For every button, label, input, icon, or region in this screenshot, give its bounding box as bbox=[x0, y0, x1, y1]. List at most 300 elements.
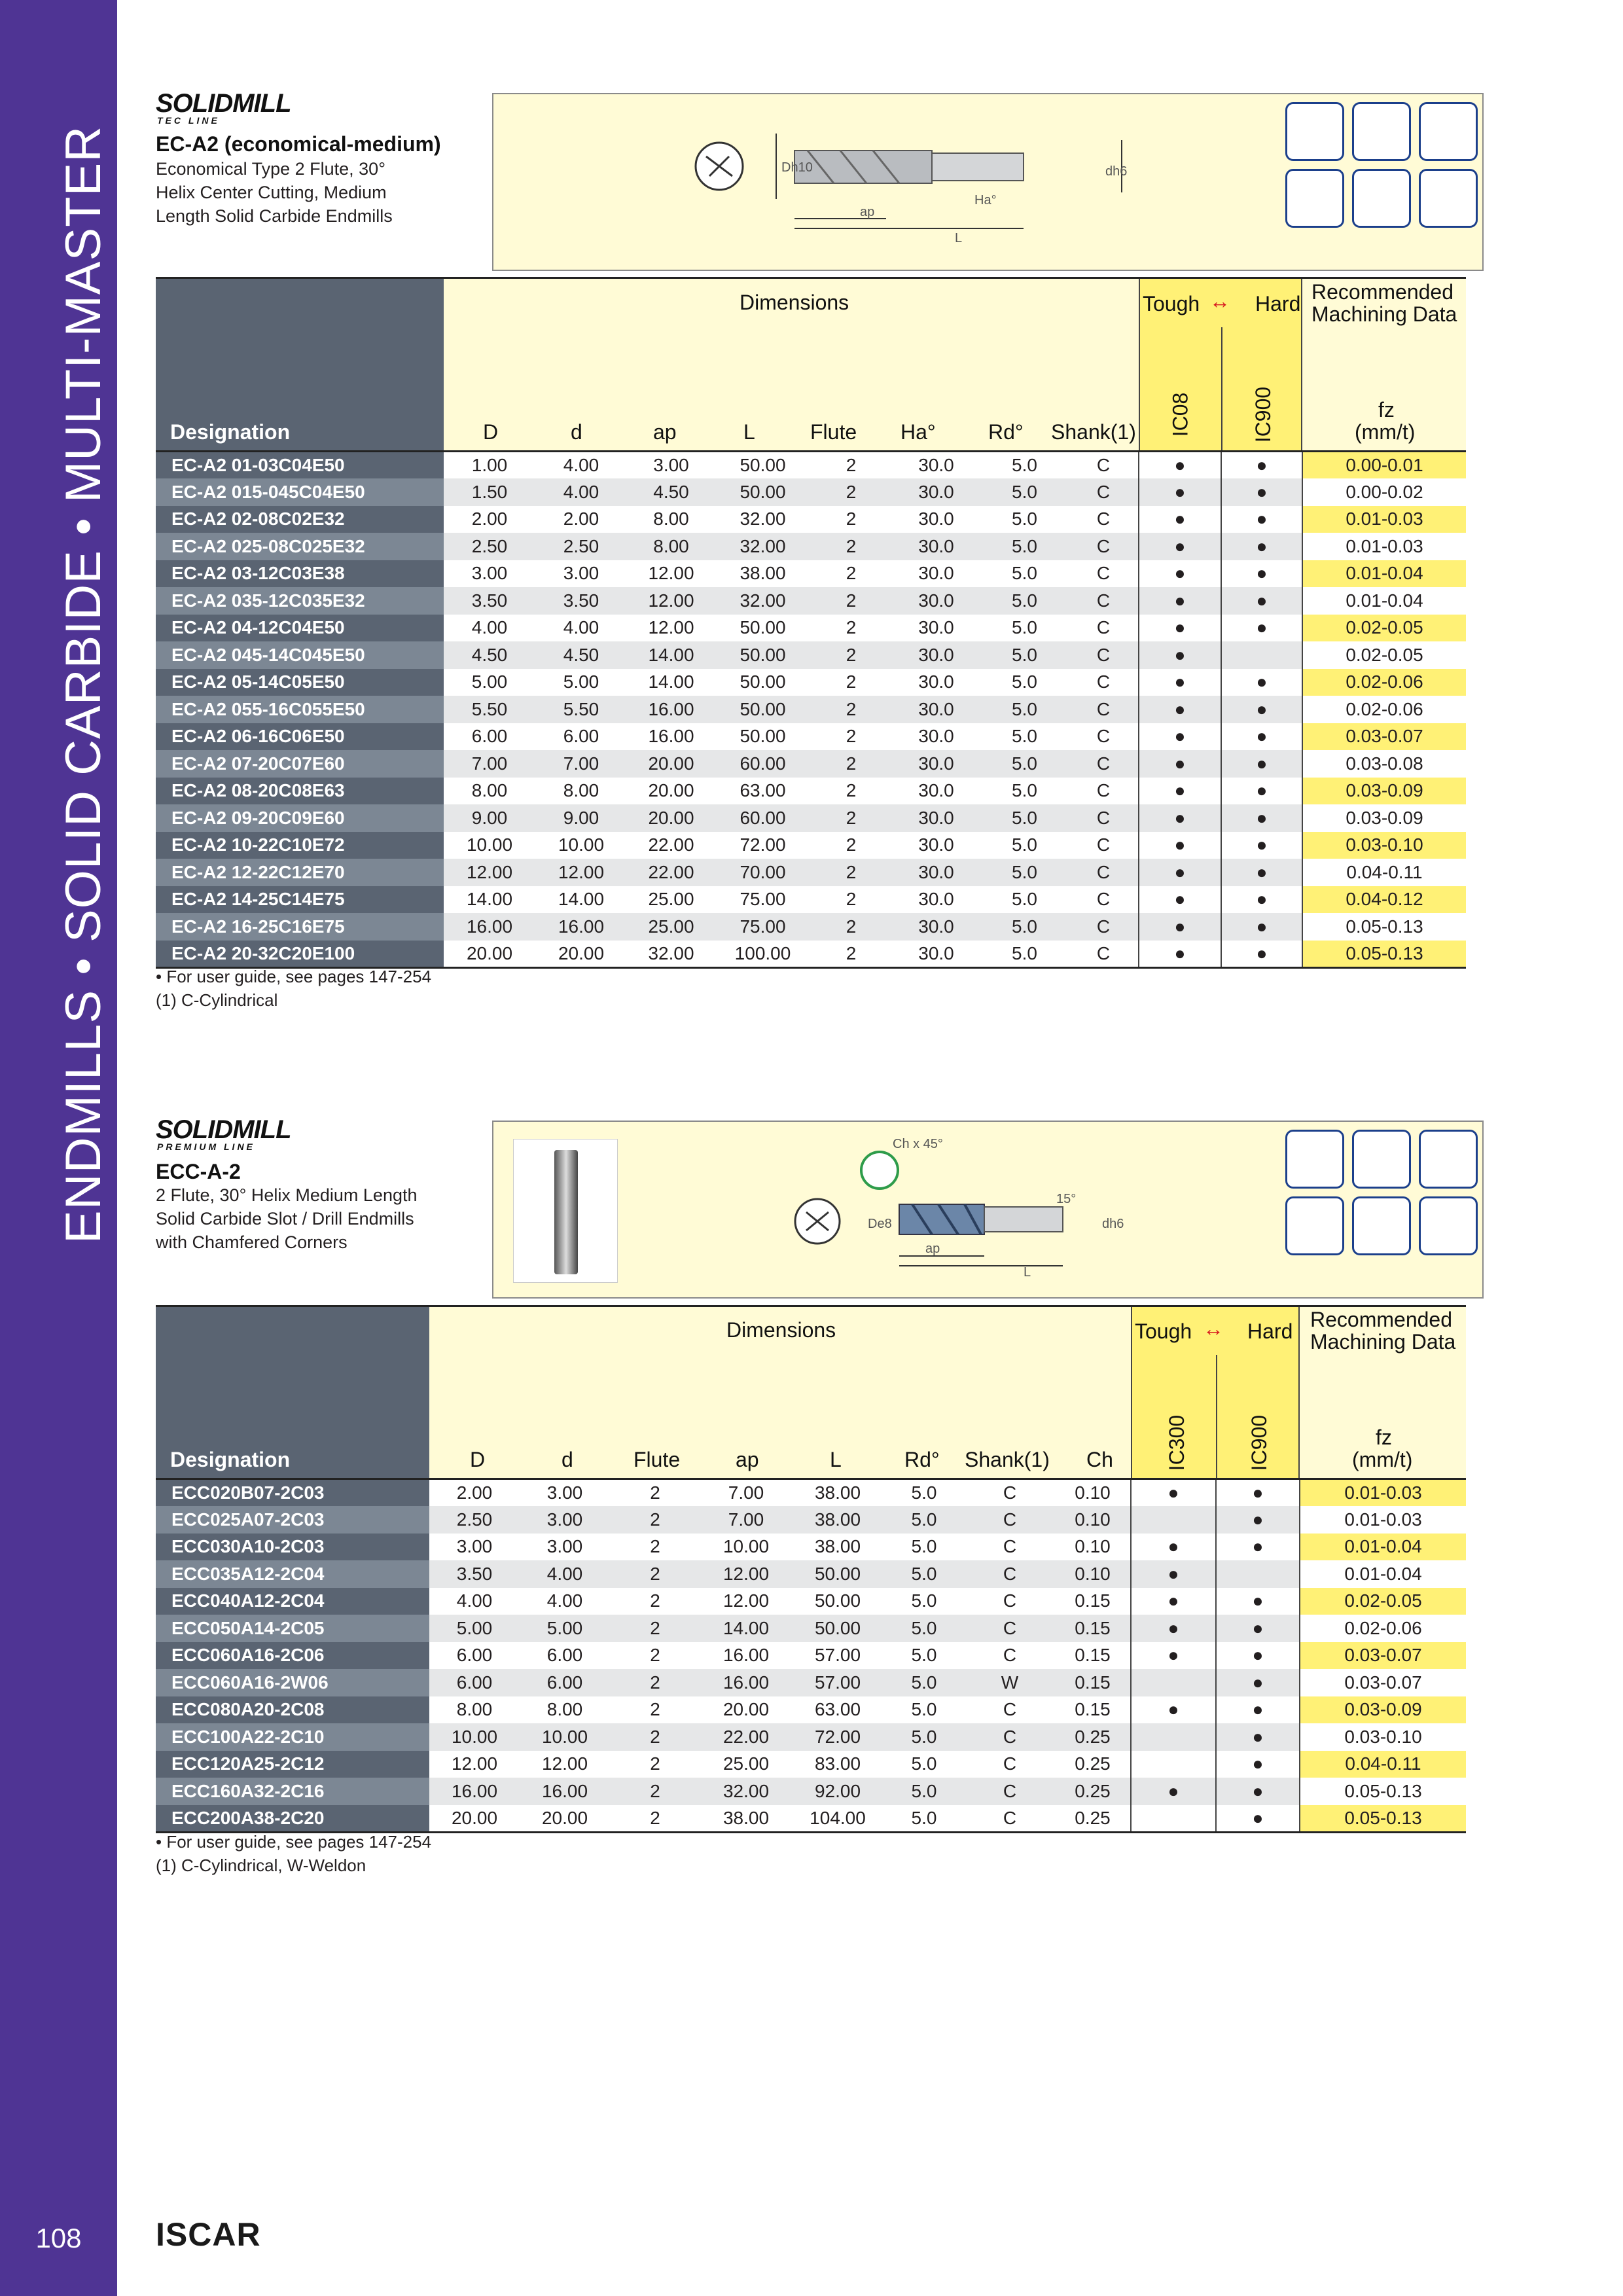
cell-ap: 22.00 bbox=[627, 832, 715, 859]
footnotes-1: • For user guide, see pages 147-254 (1) C-Cylindrical bbox=[156, 967, 432, 1010]
recommended-label: Recommended bbox=[1310, 1308, 1452, 1331]
slotting-icon bbox=[1352, 1130, 1411, 1189]
cell-L: 50.00 bbox=[715, 452, 810, 479]
cell-D: 10.00 bbox=[429, 1723, 520, 1751]
cell-h: 30.0 bbox=[892, 587, 980, 615]
cell-des: ECC160A32-2C16 bbox=[156, 1778, 429, 1805]
cell-L: 50.00 bbox=[792, 1560, 883, 1588]
cell-D: 4.00 bbox=[444, 615, 535, 642]
cell-D: 14.00 bbox=[444, 886, 535, 914]
cell-shank: C bbox=[1069, 452, 1139, 479]
table-row bbox=[156, 1751, 1466, 1778]
cell-rd: 5.0 bbox=[980, 723, 1069, 751]
col-header-l: L bbox=[743, 420, 755, 444]
drilling-icon bbox=[1352, 169, 1411, 228]
cell-flute: 2 bbox=[810, 452, 892, 479]
cell-ap: 14.00 bbox=[700, 1615, 792, 1642]
cell-g2: ● bbox=[1221, 615, 1302, 642]
cell-ap: 10.00 bbox=[700, 1534, 792, 1561]
cell-L: 38.00 bbox=[792, 1479, 883, 1507]
cell-g2: ● bbox=[1221, 913, 1302, 941]
col-header-ap: ap bbox=[653, 420, 677, 444]
cell-ch: 0.25 bbox=[1055, 1751, 1131, 1778]
cell-g1: ● bbox=[1131, 1479, 1216, 1507]
cell-D: 3.00 bbox=[444, 560, 535, 588]
cell-fz: 0.01-0.03 bbox=[1300, 1479, 1466, 1507]
table-row bbox=[156, 1588, 1466, 1615]
machining-data-label: Machining Data bbox=[1311, 302, 1457, 326]
cell-L: 104.00 bbox=[792, 1805, 883, 1833]
cell-d: 20.00 bbox=[535, 941, 627, 968]
tough-label: Tough bbox=[1135, 1319, 1192, 1343]
cell-D: 7.00 bbox=[444, 750, 535, 778]
dimensions-header: Dimensions bbox=[726, 1318, 836, 1342]
cell-rd: 5.0 bbox=[980, 804, 1069, 832]
cell-ap: 20.00 bbox=[627, 778, 715, 805]
cell-L: 32.00 bbox=[715, 533, 810, 560]
cell-d: 6.00 bbox=[520, 1642, 610, 1670]
cell-shank: C bbox=[1069, 859, 1139, 886]
cell-rd: 5.0 bbox=[883, 1669, 965, 1696]
grade-ic300: IC300 bbox=[1165, 1414, 1189, 1471]
label-dh10: Dh10 bbox=[781, 160, 813, 175]
cell-des: ECC040A12-2C04 bbox=[156, 1588, 429, 1615]
col-header-d-large: D bbox=[483, 420, 499, 444]
cell-rd: 5.0 bbox=[980, 778, 1069, 805]
label-de8: De8 bbox=[868, 1217, 892, 1231]
cell-ap: 25.00 bbox=[627, 886, 715, 914]
cell-shank: C bbox=[965, 1506, 1055, 1534]
cell-ap: 7.00 bbox=[700, 1479, 792, 1507]
cell-rd: 5.0 bbox=[980, 750, 1069, 778]
cell-D: 1.00 bbox=[444, 452, 535, 479]
table-row bbox=[156, 641, 1466, 669]
cell-flute: 2 bbox=[810, 886, 892, 914]
col-header-rd: Rd° bbox=[904, 1448, 940, 1471]
slotting-icon bbox=[1352, 102, 1411, 161]
label-dh6: dh6 bbox=[1102, 1217, 1124, 1231]
cell-shank: C bbox=[1069, 560, 1139, 588]
cell-D: 3.50 bbox=[429, 1560, 520, 1588]
cell-rd: 5.0 bbox=[883, 1615, 965, 1642]
cell-ap: 16.00 bbox=[627, 696, 715, 723]
cell-L: 50.00 bbox=[792, 1588, 883, 1615]
cell-g2: ● bbox=[1216, 1805, 1300, 1833]
cell-des: EC-A2 035-12C035E32 bbox=[156, 587, 444, 615]
cell-des: EC-A2 055-16C055E50 bbox=[156, 696, 444, 723]
machining-icons bbox=[1285, 102, 1478, 228]
cell-ap: 12.00 bbox=[700, 1588, 792, 1615]
cell-des: ECC060A16-2W06 bbox=[156, 1669, 429, 1696]
label-helix-angle: 15° bbox=[1056, 1192, 1077, 1206]
cell-g1: ● bbox=[1139, 696, 1221, 723]
cell-ap: 16.00 bbox=[700, 1669, 792, 1696]
cell-fz: 0.03-0.10 bbox=[1300, 1723, 1466, 1751]
col-header-shank: Shank(1) bbox=[965, 1448, 1050, 1471]
cell-D: 20.00 bbox=[429, 1805, 520, 1833]
cell-d: 12.00 bbox=[520, 1751, 610, 1778]
cell-L: 38.00 bbox=[792, 1534, 883, 1561]
table-row bbox=[156, 1778, 1466, 1805]
cell-rd: 5.0 bbox=[980, 587, 1069, 615]
table-row bbox=[156, 778, 1466, 805]
cell-g1 bbox=[1131, 1805, 1216, 1833]
cell-ap: 4.50 bbox=[627, 478, 715, 506]
page-number: 108 bbox=[0, 2181, 117, 2296]
cell-flute: 2 bbox=[810, 723, 892, 751]
cell-shank: C bbox=[1069, 941, 1139, 968]
cell-L: 72.00 bbox=[715, 832, 810, 859]
cell-des: EC-A2 12-22C12E70 bbox=[156, 859, 444, 886]
cell-g2: ● bbox=[1216, 1479, 1300, 1507]
ecc-a-2-table bbox=[156, 1478, 1466, 1833]
cell-shank: C bbox=[965, 1588, 1055, 1615]
col-header-d-small: d bbox=[562, 1448, 573, 1471]
cell-L: 32.00 bbox=[715, 587, 810, 615]
cell-flute: 2 bbox=[810, 506, 892, 533]
cell-fz: 0.03-0.09 bbox=[1300, 1696, 1466, 1724]
cell-d: 14.00 bbox=[535, 886, 627, 914]
cell-d: 10.00 bbox=[520, 1723, 610, 1751]
table-row bbox=[156, 1479, 1466, 1507]
cell-g1 bbox=[1131, 1723, 1216, 1751]
cell-rd: 5.0 bbox=[883, 1751, 965, 1778]
cell-L: 75.00 bbox=[715, 913, 810, 941]
cell-L: 100.00 bbox=[715, 941, 810, 968]
cell-D: 9.00 bbox=[444, 804, 535, 832]
cell-h: 30.0 bbox=[892, 478, 980, 506]
cell-ch: 0.10 bbox=[1055, 1560, 1131, 1588]
cell-fz: 0.01-0.04 bbox=[1302, 587, 1466, 615]
cell-ch: 0.10 bbox=[1055, 1534, 1131, 1561]
cell-des: EC-A2 16-25C16E75 bbox=[156, 913, 444, 941]
cell-D: 12.00 bbox=[429, 1751, 520, 1778]
cell-d: 6.00 bbox=[520, 1669, 610, 1696]
cell-fz: 0.02-0.06 bbox=[1302, 696, 1466, 723]
cell-g2: ● bbox=[1221, 587, 1302, 615]
table-row bbox=[156, 1560, 1466, 1588]
tool-drawing-panel bbox=[492, 1121, 1484, 1299]
cell-rd: 5.0 bbox=[980, 452, 1069, 479]
cell-h: 30.0 bbox=[892, 506, 980, 533]
cell-shank: C bbox=[965, 1615, 1055, 1642]
cell-ap: 12.00 bbox=[627, 587, 715, 615]
cell-d: 5.00 bbox=[535, 669, 627, 696]
logo-line-label: PREMIUM LINE bbox=[157, 1141, 255, 1152]
cell-rd: 5.0 bbox=[883, 1778, 965, 1805]
cell-d: 4.00 bbox=[535, 452, 627, 479]
label-dh6: dh6 bbox=[1105, 164, 1128, 179]
cell-shank: C bbox=[1069, 913, 1139, 941]
cell-ch: 0.10 bbox=[1055, 1479, 1131, 1507]
cell-ap: 32.00 bbox=[627, 941, 715, 968]
cell-flute: 2 bbox=[810, 587, 892, 615]
cell-ap: 20.00 bbox=[627, 804, 715, 832]
cell-h: 30.0 bbox=[892, 615, 980, 642]
cell-fz: 0.03-0.09 bbox=[1302, 778, 1466, 805]
cell-flute: 2 bbox=[610, 1669, 700, 1696]
cell-rd: 5.0 bbox=[980, 615, 1069, 642]
cell-ch: 0.15 bbox=[1055, 1696, 1131, 1724]
cell-flute: 2 bbox=[810, 478, 892, 506]
col-header-d-small: d bbox=[571, 420, 582, 444]
cell-g2: ● bbox=[1221, 533, 1302, 560]
drilling-icon bbox=[1352, 1196, 1411, 1255]
cell-shank: C bbox=[1069, 533, 1139, 560]
cell-rd: 5.0 bbox=[980, 533, 1069, 560]
cell-ch: 0.15 bbox=[1055, 1642, 1131, 1670]
cell-des: ECC030A10-2C03 bbox=[156, 1534, 429, 1561]
cell-ch: 0.15 bbox=[1055, 1669, 1131, 1696]
col-header-flute: Flute bbox=[633, 1448, 681, 1471]
cell-D: 6.00 bbox=[444, 723, 535, 751]
shoulder-milling-icon bbox=[1285, 102, 1344, 161]
cell-fz: 0.01-0.04 bbox=[1300, 1534, 1466, 1561]
side-band bbox=[0, 0, 117, 2181]
cell-ap: 3.00 bbox=[627, 452, 715, 479]
cell-d: 4.00 bbox=[535, 615, 627, 642]
cell-L: 75.00 bbox=[715, 886, 810, 914]
cell-d: 8.00 bbox=[520, 1696, 610, 1724]
cell-flute: 2 bbox=[610, 1751, 700, 1778]
ec-a2-table bbox=[156, 450, 1466, 969]
cell-shank: C bbox=[965, 1479, 1055, 1507]
cell-h: 30.0 bbox=[892, 669, 980, 696]
cell-d: 16.00 bbox=[535, 913, 627, 941]
cell-g1: ● bbox=[1139, 615, 1221, 642]
cell-flute: 2 bbox=[610, 1506, 700, 1534]
cell-fz: 0.04-0.11 bbox=[1302, 859, 1466, 886]
cell-rd: 5.0 bbox=[980, 941, 1069, 968]
table-row bbox=[156, 669, 1466, 696]
product-title: EC-A2 (economical-medium) bbox=[156, 132, 441, 156]
cell-h: 30.0 bbox=[892, 804, 980, 832]
cell-ch: 0.10 bbox=[1055, 1506, 1131, 1534]
machining-icons bbox=[1285, 1130, 1478, 1255]
shoulder-milling-icon bbox=[1285, 1130, 1344, 1189]
cell-D: 3.00 bbox=[429, 1534, 520, 1561]
cell-d: 16.00 bbox=[520, 1778, 610, 1805]
cell-ch: 0.25 bbox=[1055, 1778, 1131, 1805]
cell-rd: 5.0 bbox=[883, 1534, 965, 1561]
cell-g2: ● bbox=[1221, 859, 1302, 886]
cell-h: 30.0 bbox=[892, 859, 980, 886]
cell-shank: C bbox=[1069, 750, 1139, 778]
helical-interpolation-icon bbox=[1285, 1196, 1344, 1255]
label-ap: ap bbox=[925, 1242, 940, 1256]
cell-d: 3.50 bbox=[535, 587, 627, 615]
cell-D: 2.50 bbox=[429, 1506, 520, 1534]
cell-fz: 0.01-0.03 bbox=[1300, 1506, 1466, 1534]
cell-ap: 16.00 bbox=[700, 1642, 792, 1670]
cell-flute: 2 bbox=[610, 1642, 700, 1670]
footnotes-2: • For user guide, see pages 147-254 (1) C-Cylindrical, W-Weldon bbox=[156, 1832, 432, 1875]
cell-ap: 20.00 bbox=[700, 1696, 792, 1724]
cell-rd: 5.0 bbox=[980, 669, 1069, 696]
col-header-helix: Ha° bbox=[901, 420, 936, 444]
cell-des: EC-A2 02-08C02E32 bbox=[156, 506, 444, 533]
cell-flute: 2 bbox=[610, 1696, 700, 1724]
cell-D: 1.50 bbox=[444, 478, 535, 506]
product-title: ECC-A-2 bbox=[156, 1160, 241, 1183]
cell-fz: 0.02-0.06 bbox=[1300, 1615, 1466, 1642]
product-description: Economical Type 2 Flute, 30° Helix Center Cutting, Medium Length Solid Carbide Endmills bbox=[156, 159, 393, 226]
cell-g2: ● bbox=[1221, 941, 1302, 968]
cell-g1: ● bbox=[1131, 1615, 1216, 1642]
cell-g1: ● bbox=[1139, 859, 1221, 886]
label-l: L bbox=[955, 231, 963, 245]
cell-L: 60.00 bbox=[715, 804, 810, 832]
fz-unit: (mm/t) bbox=[1352, 1448, 1413, 1471]
cell-fz: 0.03-0.07 bbox=[1300, 1669, 1466, 1696]
cell-shank: C bbox=[1069, 696, 1139, 723]
solidmill-logo: SOLIDMILL bbox=[156, 89, 291, 118]
col-header-flute: Flute bbox=[810, 420, 857, 444]
cell-shank: C bbox=[1069, 615, 1139, 642]
cell-d: 5.00 bbox=[520, 1615, 610, 1642]
cell-fz: 0.01-0.03 bbox=[1302, 533, 1466, 560]
cell-g1: ● bbox=[1139, 641, 1221, 669]
cell-d: 9.00 bbox=[535, 804, 627, 832]
cell-d: 3.00 bbox=[520, 1506, 610, 1534]
cell-des: ECC200A38-2C20 bbox=[156, 1805, 429, 1833]
cell-D: 5.00 bbox=[444, 669, 535, 696]
cell-des: EC-A2 03-12C03E38 bbox=[156, 560, 444, 588]
cell-g2: ● bbox=[1216, 1778, 1300, 1805]
cell-ap: 25.00 bbox=[627, 913, 715, 941]
cell-d: 3.00 bbox=[520, 1479, 610, 1507]
cell-fz: 0.01-0.04 bbox=[1302, 560, 1466, 588]
cell-shank: C bbox=[965, 1534, 1055, 1561]
pocketing-icon bbox=[1419, 169, 1478, 228]
cell-g1: ● bbox=[1131, 1696, 1216, 1724]
cell-g1: ● bbox=[1139, 886, 1221, 914]
cell-d: 10.00 bbox=[535, 832, 627, 859]
cell-des: ECC035A12-2C04 bbox=[156, 1560, 429, 1588]
cell-rd: 5.0 bbox=[980, 913, 1069, 941]
cell-rd: 5.0 bbox=[883, 1642, 965, 1670]
table-row bbox=[156, 913, 1466, 941]
cell-ap: 7.00 bbox=[700, 1506, 792, 1534]
cell-fz: 0.04-0.11 bbox=[1300, 1751, 1466, 1778]
cell-ch: 0.15 bbox=[1055, 1588, 1131, 1615]
table-row bbox=[156, 506, 1466, 533]
cell-ap: 22.00 bbox=[627, 859, 715, 886]
cell-des: EC-A2 07-20C07E60 bbox=[156, 750, 444, 778]
cell-g2: ● bbox=[1216, 1723, 1300, 1751]
pocketing-icon bbox=[1419, 1196, 1478, 1255]
cell-rd: 5.0 bbox=[883, 1696, 965, 1724]
product-description: 2 Flute, 30° Helix Medium Length Solid Carbide Slot / Drill Endmills with Chamfered Corners bbox=[156, 1185, 418, 1252]
cell-h: 30.0 bbox=[892, 913, 980, 941]
cell-des: EC-A2 04-12C04E50 bbox=[156, 615, 444, 642]
cell-flute: 2 bbox=[610, 1534, 700, 1561]
table-row bbox=[156, 832, 1466, 859]
cell-flute: 2 bbox=[610, 1588, 700, 1615]
cell-d: 2.00 bbox=[535, 506, 627, 533]
cell-g1: ● bbox=[1139, 941, 1221, 968]
cell-L: 50.00 bbox=[715, 641, 810, 669]
cell-L: 38.00 bbox=[715, 560, 810, 588]
cell-shank: C bbox=[1069, 669, 1139, 696]
cell-g2: ● bbox=[1221, 478, 1302, 506]
logo-line-label: TEC LINE bbox=[157, 115, 220, 126]
cell-shank: C bbox=[1069, 641, 1139, 669]
cell-flute: 2 bbox=[610, 1479, 700, 1507]
cell-rd: 5.0 bbox=[980, 560, 1069, 588]
helical-interpolation-icon bbox=[1285, 169, 1344, 228]
cell-des: ECC080A20-2C08 bbox=[156, 1696, 429, 1724]
grade-ic08: IC08 bbox=[1168, 392, 1192, 437]
brand-logo: ISCAR bbox=[156, 2216, 261, 2253]
cell-g1 bbox=[1131, 1506, 1216, 1534]
cell-g2: ● bbox=[1216, 1696, 1300, 1724]
grade-ic900: IC900 bbox=[1247, 1414, 1272, 1471]
cell-rd: 5.0 bbox=[883, 1506, 965, 1534]
cell-d: 7.00 bbox=[535, 750, 627, 778]
grade-ic900: IC900 bbox=[1251, 386, 1275, 443]
cell-g1: ● bbox=[1131, 1534, 1216, 1561]
cell-d: 12.00 bbox=[535, 859, 627, 886]
cell-flute: 2 bbox=[810, 913, 892, 941]
cell-rd: 5.0 bbox=[980, 832, 1069, 859]
cell-fz: 0.05-0.13 bbox=[1300, 1778, 1466, 1805]
table-row bbox=[156, 886, 1466, 914]
tough-hard-arrow-icon: ↔ bbox=[1203, 1317, 1224, 1340]
cell-des: EC-A2 08-20C08E63 bbox=[156, 778, 444, 805]
cell-d: 4.00 bbox=[520, 1588, 610, 1615]
cell-D: 6.00 bbox=[429, 1642, 520, 1670]
cell-D: 5.50 bbox=[444, 696, 535, 723]
col-header-shank: Shank(1) bbox=[1051, 420, 1136, 444]
cell-flute: 2 bbox=[610, 1615, 700, 1642]
cell-rd: 5.0 bbox=[980, 859, 1069, 886]
cell-D: 10.00 bbox=[444, 832, 535, 859]
cell-ap: 8.00 bbox=[627, 533, 715, 560]
table-row bbox=[156, 804, 1466, 832]
cell-g1: ● bbox=[1139, 804, 1221, 832]
cell-ap: 32.00 bbox=[700, 1778, 792, 1805]
tough-label: Tough bbox=[1143, 292, 1200, 315]
cell-des: ECC020B07-2C03 bbox=[156, 1479, 429, 1507]
cell-D: 16.00 bbox=[444, 913, 535, 941]
cell-fz: 0.05-0.13 bbox=[1302, 941, 1466, 968]
cell-L: 72.00 bbox=[792, 1723, 883, 1751]
table-row bbox=[156, 478, 1466, 506]
cell-d: 8.00 bbox=[535, 778, 627, 805]
designation-header: Designation bbox=[170, 1448, 291, 1471]
table-row bbox=[156, 1805, 1466, 1833]
cell-h: 30.0 bbox=[892, 533, 980, 560]
cell-shank: C bbox=[1069, 832, 1139, 859]
cell-d: 4.00 bbox=[520, 1560, 610, 1588]
cell-shank: C bbox=[965, 1751, 1055, 1778]
cell-D: 4.00 bbox=[429, 1588, 520, 1615]
fz-unit: (mm/t) bbox=[1355, 420, 1416, 444]
cell-g1 bbox=[1131, 1751, 1216, 1778]
cell-flute: 2 bbox=[810, 669, 892, 696]
cell-rd: 5.0 bbox=[980, 886, 1069, 914]
cell-h: 30.0 bbox=[892, 696, 980, 723]
cell-D: 12.00 bbox=[444, 859, 535, 886]
table-row bbox=[156, 1696, 1466, 1724]
cell-ap: 20.00 bbox=[627, 750, 715, 778]
cell-shank: C bbox=[965, 1778, 1055, 1805]
cell-D: 3.50 bbox=[444, 587, 535, 615]
dimensions-header: Dimensions bbox=[740, 291, 849, 314]
cell-d: 4.00 bbox=[535, 478, 627, 506]
table-row bbox=[156, 587, 1466, 615]
